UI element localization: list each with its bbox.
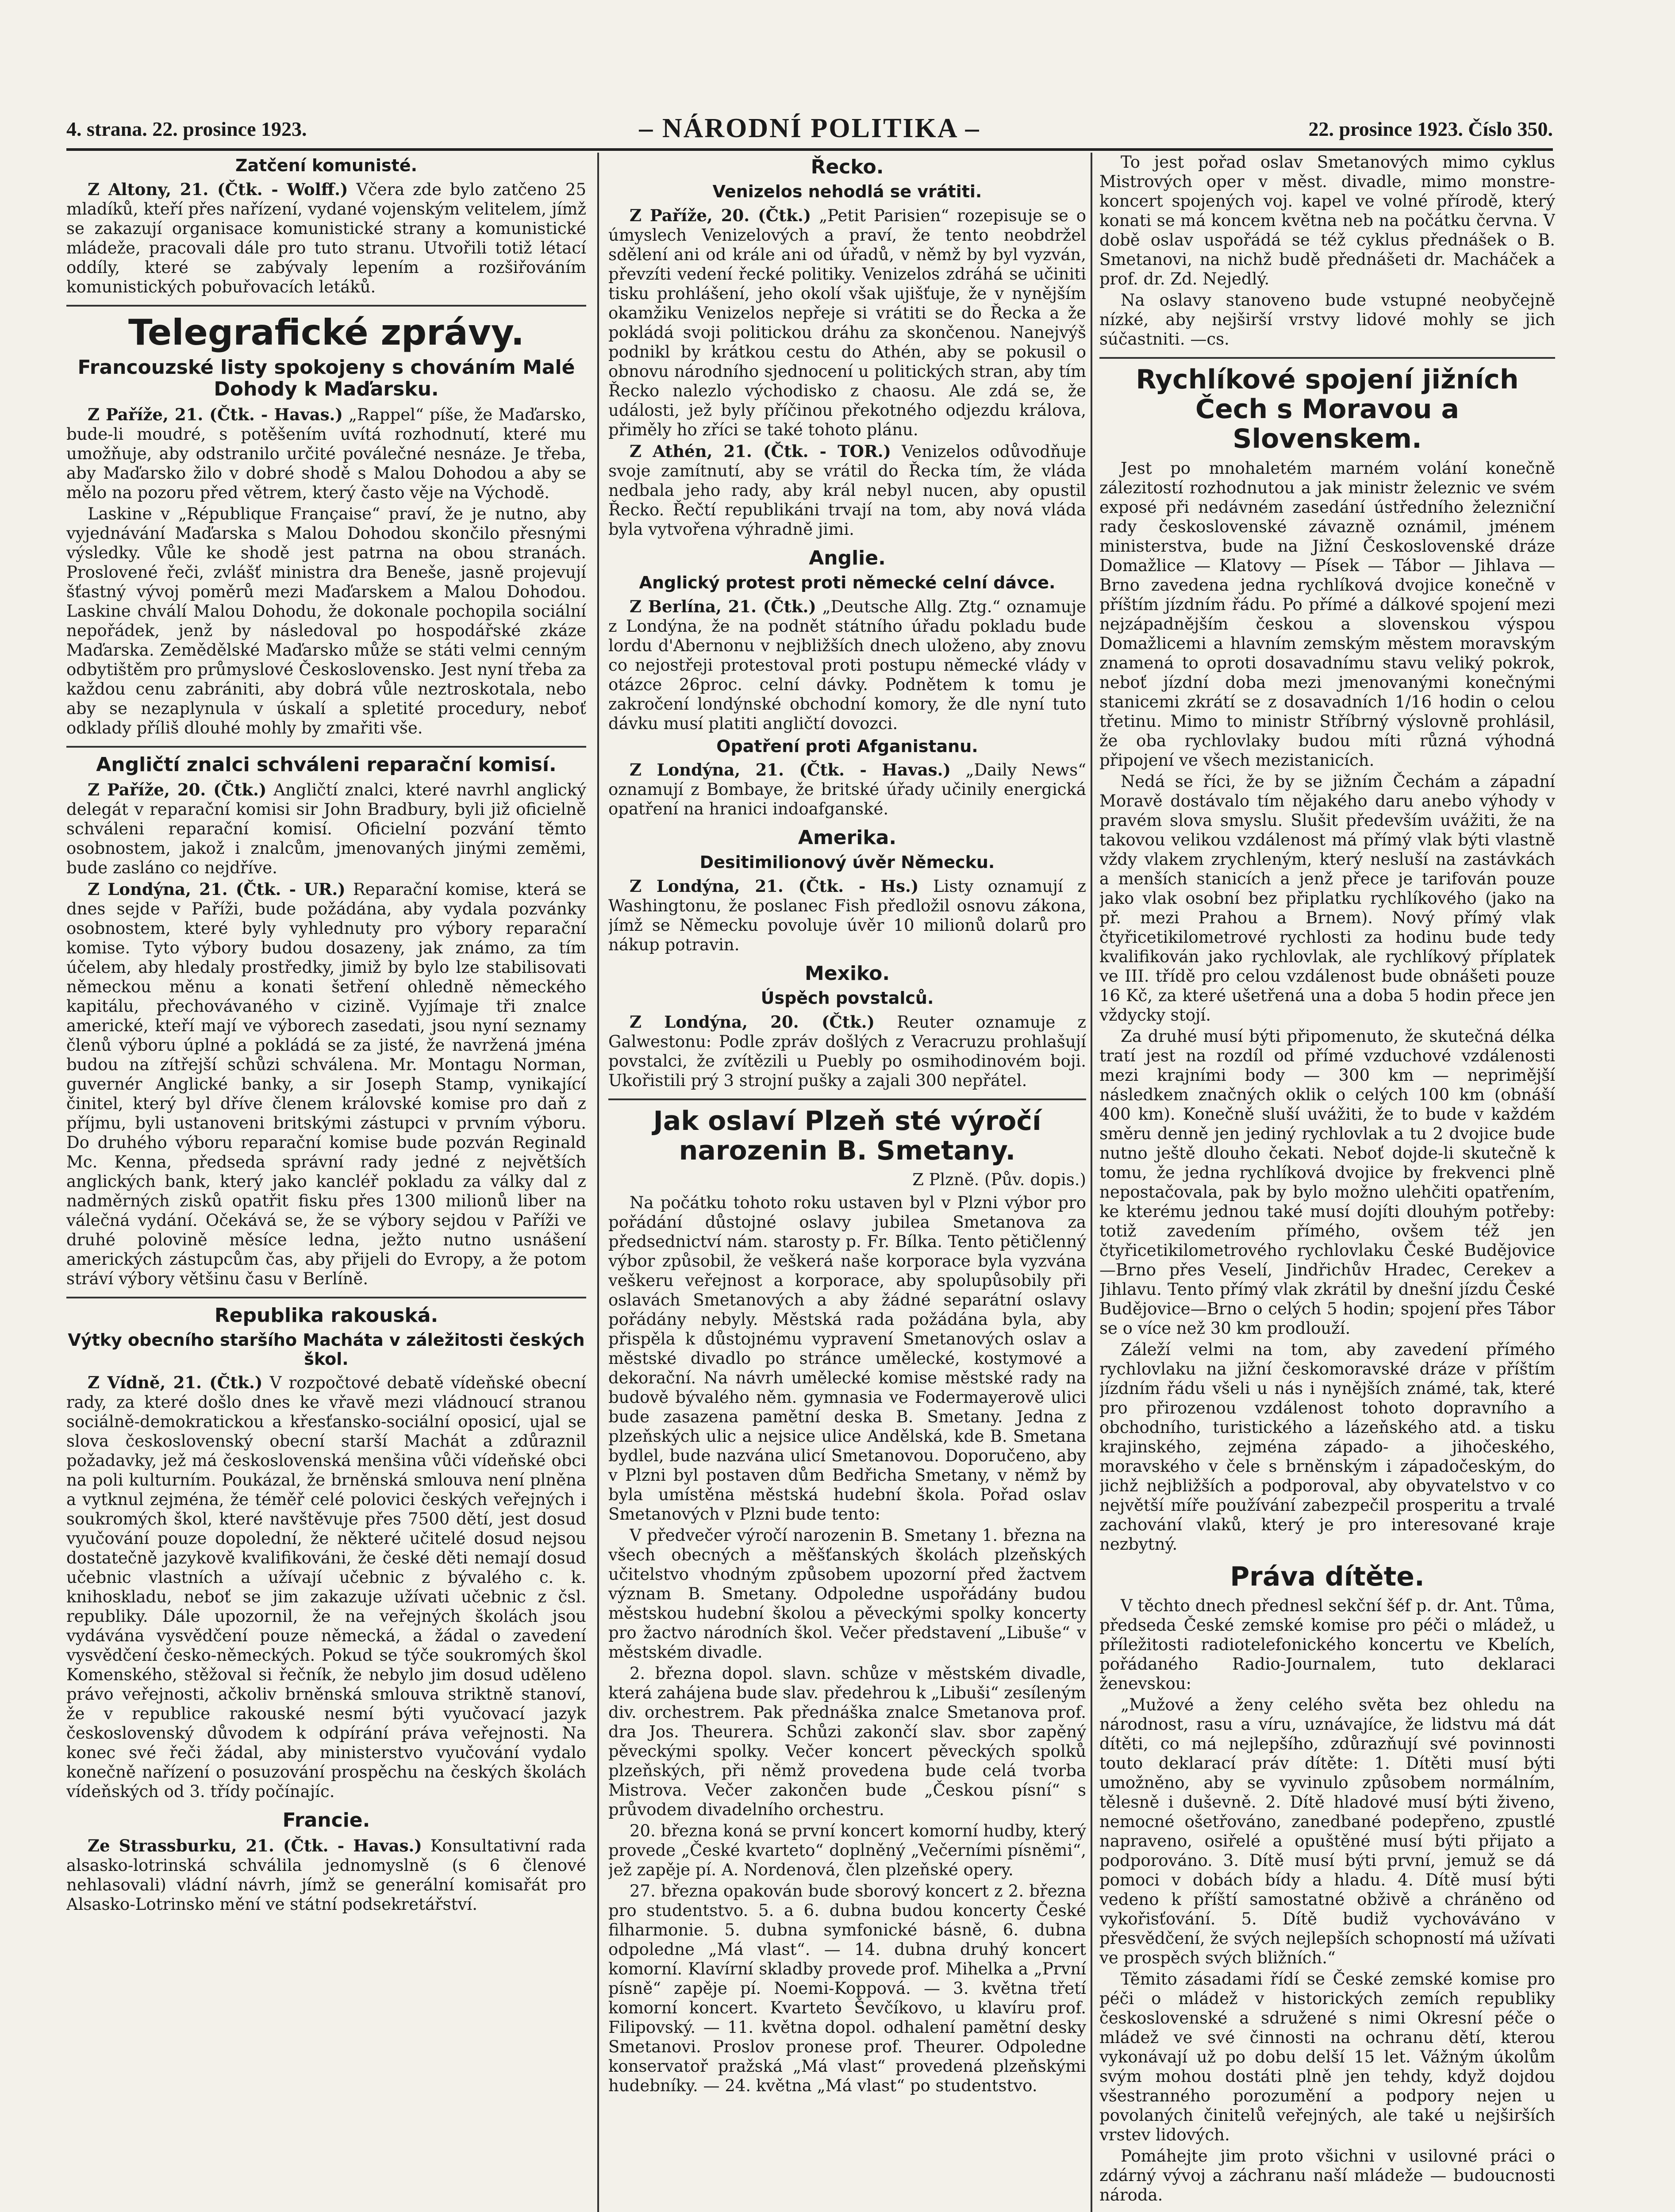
divider [608, 1098, 1086, 1100]
article-text: Za druhé musí býti připomenuto, že skutečná délka tratí jest na rozdíl od přímé vzduchové vzdálenosti mezi krajními body — 300 km — neprimější následkem značných oklik o celých 100 km (obnáší 400 km). Konečně sluší uvážiti, že to bude v každém směru denně jen jediný rychlovlak a tu 2 dvojice bude nutno ještě dlouho čekati. Neboť dojde-li skutečně k tomu, že jedna rychlíková dvojice by frekvenci plně nepostačovala, pak by bylo možno ulehčiti opatřením, ke kterému jednou také musí dojíti dlouhým potřeby: totiž zavedením přímého, ovšem též jen čtyřicetikilometrového rychlovlaku České Budějovice—Brno přes Veselí, Jindřichův Hradec, Cerekev a Jihlavu. Tento přímý vlak zkrátil by dnešní jízdu České Budějovice—Brno o celých 5 hodin; spojení přes Tábor se o více než 30 km prodlouží. [1099, 1026, 1555, 1338]
article-pilsen-smetana [608, 1106, 1086, 2096]
dateline: Z Londýna, 21. (Čtk. - Hs.) [630, 876, 919, 896]
article-text: 27. března opakován bude sborový koncert z 2. března pro studentstvo. 5. a 6. dubna budou koncerty České filharmonie. 5. dubna symfonické básně, 6. dubna odpoledne „Má vlast“. — 14. dubna druhý koncert komorní. Klavírní skladby provede prof. Mihelka a „První písně“ zapěje pí. Noemi-Koppová. — 3. května třetí komorní koncert. Kvarteto Ševčíkovo, u klavíru prof. Filipovský. — 11. května dopol. odhalení pamětní desky Smetanovi. Proslov pronese prof. Theurer. Odpoledne konservatoř pražská „Má vlast“ provedená plzeňskými hudebníky. — 24. května „Má vlast“ po studentstvo. [608, 1882, 1086, 2096]
dateline: Z Altony, 21. (Čtk. - Wolff.) [88, 179, 348, 199]
article-text: „Deutsche Allg. Ztg.“ oznamuje z Londýna, že na podnět státního úřadu pokladu bude lordu d'Abernonu v nejbližších dnech uloženo, aby znovu co nejostřeji protestoval proti postupu německé vlády v otázce 26proc. celní dávky. Podnětem k tomu je zakročení londýnské obchodní komory, že dle nyní tuto dávku musí platiti angličtí dovozci. [608, 597, 1086, 733]
article-text: Angličtí znalci, které navrhl anglický delegát v reparační komisi sir John Bradbury, byli již oficielně schváleni reparační komisí. Oficielní pozvání těmto osobnostem, jakož i znalcům, jmenovaných jinými zeměmi, bude zasláno co nejdříve. [66, 780, 586, 877]
article-text: Na počátku tohoto roku ustaven byl v Plzni výbor pro pořádání důstojné oslavy jubilea Smetanova za předsednictví nám. starosty p. Fr. Bílka. Tento pětičlenný výbor způsobil, že veškerá naše korporace byla vyzvána veškeru veřejnost a korporace, aby spolupůsobily při oslavách Smetanových a aby žádné separátní oslavy pořádány nebyly. Městská rada požádána byla, aby přispěla k důstojnému vypravení Smetanových oslav a městské divadlo po stránce umělecké, kostymové a dekorační. Na návrh umělecké komise městské rady na budově bývalého něm. gymnasia ve Fodermayerově ulici bude zasazena pamětní deska B. Smetany. Jedna z plzeňských ulic a nejsice ulice Andělská, kde B. Smetana bydlel, bude nazvána ulicí Smetanovou. Doporučeno, aby v Plzni byl postaven dům Bedřicha Smetany, v němž by byla umístěna městská hudební škola. Pořad oslav Smetanových v Plzni bude tento: [608, 1193, 1086, 1524]
article-text: Nedá se říci, že by se jižním Čechám a západní Moravě dostávalo tím nějakého daru anebo výhody v pravém slova smyslu. Slušit především uvážiti, že na takovou velikou vzdálenost má přímý vlak býti vlastně vždy vlakem zrychleným, který nesluší na zastávkách a menších stanicích a jenž přece je tarifován pouze jako vlak osobní bez připlatku rychlíkového (jako na př. mezi Prahou a Brnem). Nový přímý vlak čtyřicetikilometrové rychlosti za hodinu bude tedy kvalifikován jako rychlovlak, ale rychlíkový příplatek ve III. třídě pro celou vzdálenost bude obnášeti pouze 16 Kč, za které ušetřená una a doba 5 hodin přece jen vždycky stojí. [1099, 772, 1555, 1025]
article-subtitle: Venizelos nehodlá se vrátiti. [712, 182, 982, 202]
article-text: Laskine v „République Française“ praví, že je nutno, aby vyjednávání Maďarska s Malou Dohodou skončilo přesnými výsledky. Vůle ke shodě jest patrna na obou stranách. Proslovené řeči, zvlášť ministra dra Beneše, jasně projevují šťastný vývoj poměrů mezi Maďarskem a Malou Dohodou. Laskine chválí Malou Dohodu, že dokonale pochopila sociální nepořádek, jenž by následoval po hospodářské zkáze Maďarska. Zemědělské Maďarsko může se státi velmi cenným odbytištěm pro průmyslové Československo. Jest nyní třeba za každou cenu zabrániti, aby dobrá vůle neztroskotala, nebo aby se nezaplynula v úskalí a spletité procedury, neboť odklady příliš dlouhé mohly by zmařiti vše. [66, 504, 586, 737]
article-america [608, 827, 1086, 955]
header-page-date: 4. strana. 22. prosince 1923. [66, 118, 307, 140]
article-title: Řecko. [811, 156, 884, 178]
page-header [66, 113, 1553, 148]
article-text: „Mužové a ženy celého světa bez ohledu na národnost, rasu a víru, uznávajíce, že lidstvu má dát dítěti, co má nejlepšího, zdůrazňují své povinnosti touto deklarací práv dítěte: 1. Dítěti musí býti umožněno, aby se vyvinulo způsobem normálním, tělesně i duševně. 2. Dítě hladové musí býti živeno, nemocné ošetřováno, zanedbané podepřeno, zpustlé napraveno, osiřelé a opuštěné musí býti přijato a podporováno. 3. Dítě musí býti první, jemuž se dá pomoci v dobách bídy a hladu. 4. Dítě musí býti vedeno k příští samostatné obživě a chráněno od vykořisťování. 5. Dítě budiž vychováváno v přesvědčení, že svých nejlepších schopností má užívati ve prospěch svých bližních.“ [1099, 1695, 1555, 1967]
article-subtitle: Opatření proti Afganistanu. [716, 736, 978, 756]
article-subtitle: Úspěch povstalců. [761, 988, 934, 1008]
dateline: Z Paříže, 20. (Čtk.) [88, 780, 267, 799]
article-austrian-republic [66, 1305, 586, 1801]
divider [66, 305, 586, 307]
article-title: Anglie. [809, 546, 886, 569]
article-text: 2. března dopol. slavn. schůze v městském divadle, která zahájena bude slav. předehrou k „Libuši“ zesíleným div. orchestrem. Pak přednáška znalce Smetanova prof. dra Jos. Theurera. Schůzi zakončí slav. sbor zapěný pěveckými spolky. Večer koncert pěveckých spolků plzeňských, při němž provedena bude celá tvorba Mistrova. Večer zakončen bude „Českou písní“ s průvodem divadelního orchestru. [608, 1664, 1086, 1820]
article-child-rights [1099, 1562, 1555, 2205]
article-text: Venizelos odůvodňuje svoje zamítnutí, aby se vrátil do Řecka tím, že vláda nedbala jeho rady, aby král nebyl nucen, aby opustil Řecko. Řečtí republikáni trvají na tom, aby nová vláda byla vytvořena výhradně jimi. [608, 442, 1086, 539]
section-title: Telegrafické zprávy. [128, 311, 525, 353]
article-text: Těmito zásadami řídí se České zemské komise pro péči o mládež v historických zemích republiky československé a sdružené s nimi Okresní péče o mládež ve své činnosti na ochranu dětí, kterou vykonávají už po dobu delší 15 let. Vážným úkolům svým mohou dostáti plně jen tehdy, když dojdou všestranného porozumění a podpory nejen u povolaných činitelů veřejných, ale také u nejširších vrstev lidových. [1099, 1969, 1555, 2144]
article-title: Rychlíkové spojení jižních Čech s Moravou a Slovenskem. [1136, 364, 1519, 455]
column-1 [66, 153, 586, 2212]
article-arrested-communists [66, 156, 586, 297]
article-subtitle: Výtky obecního staršího Macháta v záležitosti českých škol. [68, 1330, 585, 1369]
article-title: Angličtí znalci schváleni reparační komisí. [96, 753, 557, 776]
column-divider [1091, 153, 1092, 2212]
dateline: Z Berlína, 21. (Čtk.) [630, 596, 816, 616]
article-text: Včera zde bylo zatčeno 25 mladíků, kteří přes nařízení, vydané vojenským velitelem, jímž se zakazují organisace komunistické strany a komunistické mládeže, pracovali dále pro tuto stranu. Utvořili totiž létací oddíly, které se zabývaly lepením a rozšiřováním komunistických pobuřovacích letáků. [66, 180, 586, 296]
dateline: Z Vídně, 21. (Čtk.) [88, 1373, 263, 1393]
article-text: V těchto dnech přednesl sekční šéf p. dr. Ant. Tůma, předseda České zemské komise pro péči o mládež, u příležitosti radiotelefonického koncertu ve Kbelích, pořádaného Radio-Journalem, tuto deklaraci ženevskou: [1099, 1596, 1555, 1693]
article-text: 20. března koná se první koncert komorní hudby, který provede „České kvarteto“ doplněný „Večerními písněmi“, jež zapěje pí. A. Nordenová, člen plzeňské opery. [608, 1821, 1086, 1880]
article-text: Záleží velmi na tom, aby zavedení přímého rychlovlaku na jižní českomoravské dráze v příštím jízdním řádu všeli u nás i nynějších známé, tak, které pro přirozenou vzdálenost tohoto dopravního a obchodního, turistického a lázeňského atd. a tisku krajinského, zejména západo- a jihočeského, moravského v čele s brněnským i západočeským, do jichž nejbližších a podporoval, aby obyvatelstvo v co největší míře používání zabezpečil prosperitu a trvalé zachování vlaků, který je pro interesované kraje nezbytný. [1099, 1340, 1555, 1554]
article-text: „Petit Parisien“ rozepisuje se o úmyslech Venizelových a praví, že tento neobdržel sdělení ani od krále ani od úřadů, v němž by byl vyzván, převzíti vedení řecké politiky. Venizelos zdráhá se učiniti tisku prohlášení, jeho okolí však ujišťuje, že v nynějším okamžiku Venizelos nepřeje si vrátiti se do Řecka a že pokládá svoji politickou dráhu za skončenou. Nanejvýš podnikl by krátkou cestu do Athén, aby se pokusil o obnovu národního sjednocení u politických stran, aby tím Řecko nalezlo východisko z chaosu. Ale zdá se, že události, jež byly příčinou překotného odjezdu králova, přiměly ho zříci se také tohoto plánu. [608, 206, 1086, 439]
header-issue-number: 22. prosince 1923. Číslo 350. [1308, 118, 1553, 140]
article-pilsen-continued [1099, 153, 1555, 349]
divider [66, 1297, 586, 1298]
article-subtitle: Anglický protest proti německé celní dávce. [639, 573, 1056, 593]
article-text: Pomáhejte jim proto všichni v usilovné práci o zdárný vývoj a záchranu naší mládeže — budoucnosti národa. [1099, 2146, 1555, 2204]
column-3 [1099, 153, 1555, 2212]
article-french-papers [66, 357, 586, 738]
masthead-title: – NÁRODNÍ POLITIKA – [639, 113, 980, 143]
article-text: Jest po mnohaletém marném volání konečně zálezitostí rozhodnutou a jak ministr železnic ve svém exposé při nedávném zasedání ústředního železniční rady československé závazně oznámil, jménem ministerstva, bude na Jižní Československé dráze Domažlice — Klatovy — Písek — Tábor — Jihlava — Brno zavedena jedna rychlíková dvojice konečně v příštím jízdním řádu. Po přímé a dálkové spojení mezi nejzápadnějším českou a slovenskou výspou Domažlicemi a hlavním zemským městem moravským znamená to oproti dosavadnímu stavu veliký pokrok, neboť jízdní doba mezi jmenovanými konečnými stanicemi zkrátí se z dosavadních 1/16 hodin o celou třetinu. Mimo to ministr Stříbrný výslovně prohlásil, že oba rychlovlaky budou míti různá výhodná připojení ve všech mezistanicích. [1099, 458, 1555, 770]
dateline: Z Athén, 21. (Čtk. - TOR.) [630, 441, 891, 461]
column-2 [608, 153, 1086, 2212]
dateline: Z Paříže, 20. (Čtk.) [630, 205, 811, 225]
article-mexico [608, 963, 1086, 1091]
article-text: Reuter oznamuje z Galwestonu: Podle zpráv došlých z Veracruzu prohlašují povstalci, že zvítězili u Puebly po osmihodinovém boji. Ukořistili prý 3 strojní pušky a zajali 300 nepřátel. [608, 1012, 1086, 1090]
article-title: Francouzské listy spokojeny s chováním Malé Dohody k Maďarsku. [77, 356, 575, 401]
article-subtitle: Desitimilionový úvěr Německu. [699, 853, 995, 872]
article-text: V rozpočtové debatě vídeňské obecní rady, za které došlo dnes ke vřavě mezi vládnoucí stranou sociálně-demokratickou a křesťansko-sociální oposicí, ujal se slova československý obecní starší Machát a zdůraznil požadavky, jež má československá menšina vůči vídeňské obci na poli kulturním. Poukázal, že brněnská smlouva není plněna a vytknul zejména, že téměř celé polovici českých veřejných i soukromých škol, které navštěvuje přes 7500 dětí, jest dosud vyučování pouze dopolední, že některé učitelé dosud nejsou dostatečně jazykově kvalifikováni, že české děti nemají dosud učebnic vlastních a užívají učebnic z bývalého c. k. knihoskladu, neboť se jim zakazuje užívati učebnic z čsl. republiky. Dále upozornil, že na veřejných školách jsou vydávána vysvědčení pouze německá, a žádal o zavedení vysvědčení česko-německých. Pokud se týče soukromých škol Komenského, stěžoval si řečník, že nebylo jim dosud uděleno právo veřejnosti, ačkoliv brněnská smlouva striktně stanoví, že v republice rakouské nesmí býti vyučovací jazyk československý důvodem k odpírání práva veřejnosti. Na konec své řeči žádal, aby ministerstvo vyučování vydalo konečně nařízení o posuzování prospěchu na českých školách vídeňských od 3. třídy počínajíc. [66, 1373, 586, 1801]
article-title: Mexiko. [804, 962, 890, 985]
article-text: „Rappel“ píše, že Maďarsko, bude-li moudré, s potěšením uvítá rozhodnutí, které mu umožňuje, aby odstranilo určité poválečné nesnáze. Je třeba, aby Maďarsko žilo v dobré shodě s Malou Dohodou a aby se mělo na pozoru před větrem, který často věje na Východě. [66, 405, 586, 502]
divider [66, 746, 586, 748]
article-title: Jak oslaví Plzeň sté výročí narozenin B. Smetany. [653, 1105, 1041, 1166]
article-text: Na oslavy stanoveno bude vstupné neobyčejně nízké, aby nejširší vrstvy lidové mohly se jich súčastniti. —cs. [1099, 291, 1555, 349]
dateline: Z Londýna, 21. (Čtk. - UR.) [88, 879, 346, 899]
article-text: Reparační komise, která se dnes sejde v Paříži, bude požádána, aby vydala pozvánky osobnostem, které byly vyhlednuty pro výbory reparační komise. Tyto výbory budou dosazeny, jak známo, za tím účelem, aby hledaly prostředky, jimiž by bylo lze stabilisovati německou měnu a konati šetření ohledně německého kapitálu, přechovávaného v cizině. Vyjímaje tři znalce americké, kteří mají ve výborech zasedati, jsou nyní seznamy členů výboru úplné a pokládá se za jisté, že navržená jména budou na zítřejší schůzi schválena. Mr. Montagu Norman, guvernér Anglické banky, a sir Joseph Stamp, vynikající činitel, který byl dříve členem královské komise pro daň z příjmu, byli ustanoveni britskými zástupci v prvním výboru. Do druhého výboru reparační komise bude pozván Reginald Mc. Kenna, předseda správní rady jedné z největších anglických bank, který jako kancléř pokladu za války dal z nadměrných zisků opatřit fisku přes 1300 milionů liber na válečná vydání. Očekává se, že se výbory sejdou v Paříži ve druhé polovině měsíce ledna, ježto nutno usnášení amerických zástupcům čas, aby přijeli do Evropy, a že potom stráví výbory většinu času v Berlíně. [66, 879, 586, 1288]
article-title: Amerika. [798, 826, 897, 849]
article-text: „Daily News“ oznamují z Bombaye, že britské úřady učinily energická opatření na hranici indoafganské. [608, 760, 1086, 819]
article-title: Republika rakouská. [214, 1304, 438, 1327]
dateline: Z Londýna, 21. (Čtk. - Havas.) [630, 760, 951, 780]
article-title: Práva dítěte. [1230, 1561, 1425, 1592]
dateline: Z Paříže, 21. (Čtk. - Havas.) [88, 404, 343, 424]
dateline: Ze Strassburku, 21. (Čtk. - Havas.) [88, 1836, 422, 1855]
dateline: Z Londýna, 20. (Čtk.) [630, 1012, 875, 1032]
article-text: To jest pořad oslav Smetanových mimo cyklus Mistrových oper v měst. divadle, mimo monstre-koncert spojených voj. kapel ve volné přírodě, který konati se má koncem května neb na počátku června. V době oslav uspořádá se též cyklus přednášek o B. Smetanovi, na nichž budě přednášeti dr. Macháček a prof. dr. Zd. Nejedlý. [1099, 153, 1555, 288]
article-title: Francie. [282, 1809, 370, 1832]
article-title: Zatčení komunisté. [235, 156, 418, 175]
article-france [66, 1809, 586, 1914]
article-english-experts [66, 754, 586, 1289]
column-divider [597, 153, 599, 2212]
article-greece [608, 156, 1086, 539]
article-england [608, 547, 1086, 819]
header-rule [66, 148, 1553, 151]
byline: Z Plzně. (Pův. dopis.) [912, 1170, 1086, 1190]
article-text: V předvečer výročí narozenin B. Smetany 1. března na všech obecných a měšťanských školách plzeňských učitelstvo vhodným způsobem upozorní před žactvem význam B. Smetany. Odpoledne uspořádány budou městskou hudební školou a pěveckými spolky koncerty pro žactvo národních škol. Večer představení „Libuše“ v městském divadle. [608, 1526, 1086, 1662]
article-express-trains [1099, 365, 1555, 1554]
article-text: Listy oznamují z Washingtonu, že poslanec Fish předložil osnovu zákona, jímž se Německu povoluje úvěr 10 milionů dolarů pro nákup potravin. [608, 876, 1086, 954]
divider [1099, 357, 1555, 359]
article-text: Konsultativní rada alsasko-lotrinská schválila jednomyslně (s 6 členové nehlasovali) vládní návrh, jímž se generální komisařát pro Alsasko-Lotrinsko mění ve státní podsekretářství. [66, 1836, 586, 1914]
